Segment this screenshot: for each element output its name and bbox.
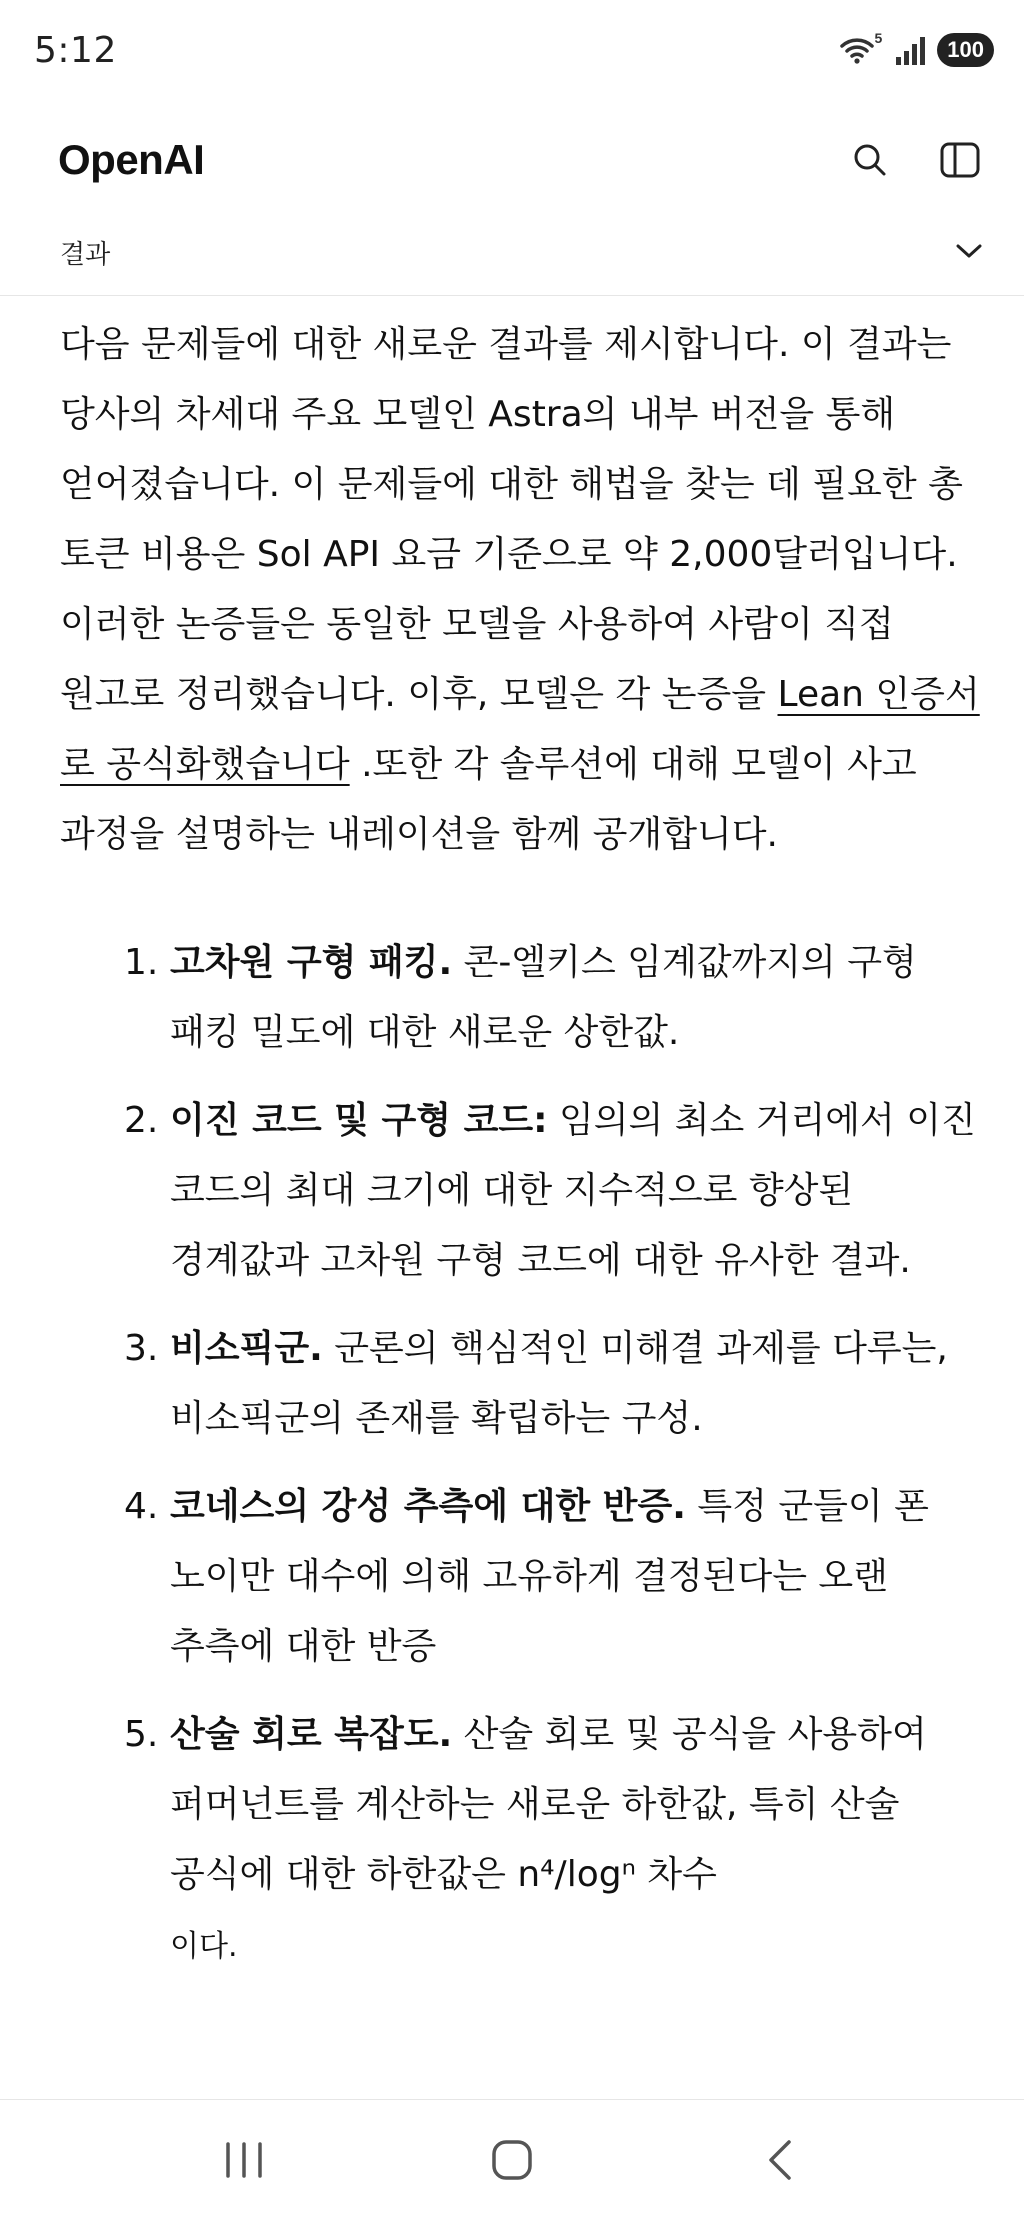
result-title: 비소픽군. (170, 1328, 323, 1369)
list-item (60, 1700, 980, 1982)
intro-text-after: .또한 각 솔루션에 대해 모델이 사고 과정을 설명하는 내레이션을 함께 공개합니다. (60, 744, 917, 855)
section-label: 결과 (60, 240, 111, 270)
list-item (60, 928, 980, 1068)
result-title: 이진 코드 및 구형 코드: (170, 1100, 548, 1141)
result-tail: 이다. (170, 1929, 238, 1964)
result-body: 군론의 핵심적인 미해결 과제를 다루는, 비소픽군의 존재를 확립하는 구성. (170, 1328, 948, 1439)
recent-apps-icon[interactable] (204, 2120, 284, 2200)
battery-icon: 100 (937, 33, 994, 67)
result-title: 고차원 구형 패킹. (170, 942, 453, 983)
status-time: 5:12 (34, 29, 117, 71)
result-body: 특정 군들이 폰 노이만 대수에 의해 고유하게 결정된다는 오랜 추측에 대한 반증 (170, 1486, 929, 1667)
status-bar (0, 0, 1024, 100)
list-item (60, 1314, 980, 1454)
list-item (60, 1472, 980, 1682)
result-body: 임의의 최소 거리에서 이진 코드의 최대 크기에 대한 지수적으로 향상된 경계값과 고차원 구형 코드에 대한 유사한 결과. (170, 1100, 976, 1281)
sidebar-icon[interactable] (936, 136, 984, 184)
article-content (0, 296, 1024, 2099)
result-body: 산술 회로 및 공식을 사용하여 퍼머넌트를 계산하는 새로운 하한값, 특히 산술 공식에 대한 하한값은 n⁴/logⁿ 차수 (170, 1714, 927, 1895)
app-header (0, 110, 1024, 210)
intro-text-before: 다음 문제들에 대한 새로운 결과를 제시합니다. 이 결과는 당사의 차세대 주요 모델인 Astra의 내부 버전을 통해 얻어졌습니다. 이 문제들에 대한 해법을 찾는 데 필요한 총 토큰 비용은 Sol API 요금 기준으로 약 2,000달러입니다. 이러한 논증들은 동일한 모델을 사용하여 사람이 직접 원고로 정리했습니다. 이후, 모델은 각 논증을 (60, 324, 963, 715)
result-title: 산술 회로 복잡도. (170, 1714, 453, 1755)
list-number: 3. (124, 1328, 159, 1369)
section-dropdown[interactable] (0, 210, 1024, 296)
intro-paragraph (60, 310, 980, 870)
back-icon[interactable] (740, 2120, 820, 2200)
list-number: 2. (124, 1100, 159, 1141)
wifi-icon (838, 30, 883, 66)
search-icon[interactable] (846, 136, 894, 184)
home-icon[interactable] (472, 2120, 552, 2200)
lean-certificate-link[interactable]: Lean 인증서 로 공식화했습니다 (60, 674, 980, 785)
list-item (60, 1086, 980, 1296)
system-nav-bar (0, 2099, 1024, 2219)
list-number: 1. (124, 942, 159, 983)
list-number: 4. (124, 1486, 159, 1527)
status-icons (838, 30, 994, 67)
result-title: 코네스의 강성 추측에 대한 반증. (170, 1486, 686, 1527)
results-list (60, 928, 980, 1982)
signal-icon (896, 35, 925, 65)
list-number: 5. (124, 1714, 159, 1755)
header-actions (846, 136, 984, 184)
wifi-badge: 5 (874, 30, 883, 46)
openai-logo[interactable]: OpenAI (58, 136, 205, 183)
result-body: 콘-엘키스 임계값까지의 구형 패킹 밀도에 대한 새로운 상한값. (170, 942, 917, 1053)
chevron-down-icon[interactable] (954, 241, 984, 265)
